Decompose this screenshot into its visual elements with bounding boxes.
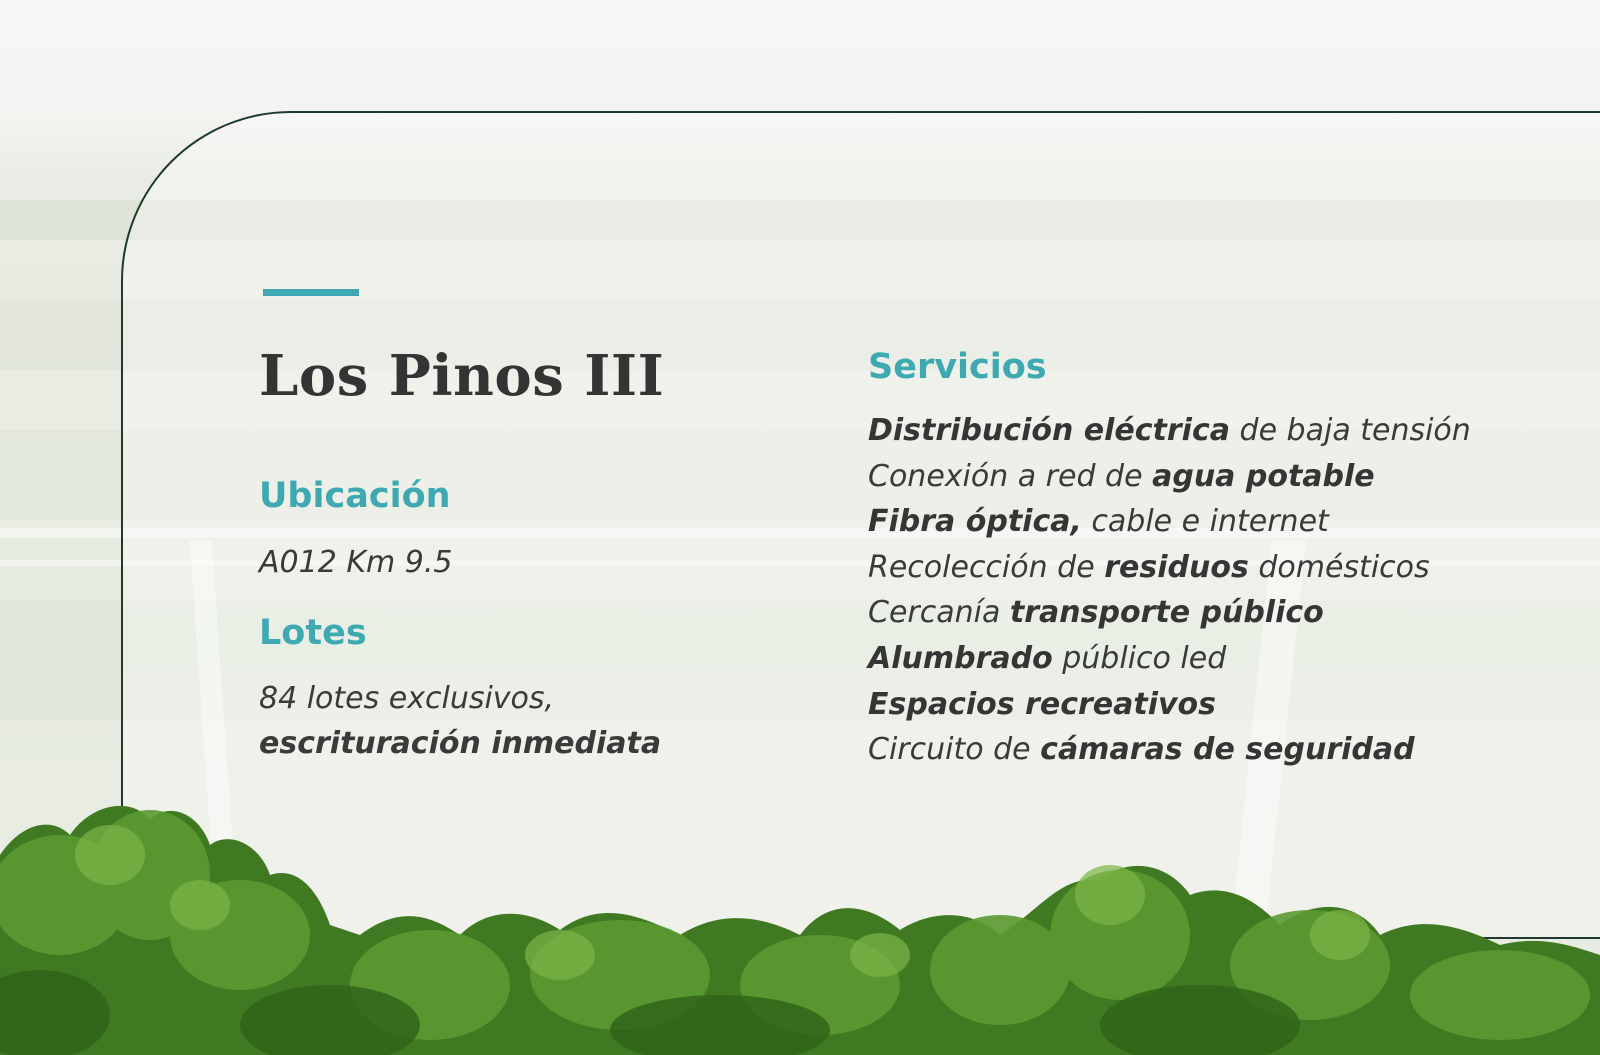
servicio-item: Distribución eléctrica de baja tensión	[868, 413, 1471, 448]
servicio-item: Cercanía transporte público	[868, 595, 1324, 631]
servicio-item: Espacios recreativos	[868, 686, 1217, 722]
lotes-line-1: 84 lotes exclusivos,	[259, 681, 555, 716]
title-accent-line	[263, 289, 359, 296]
servicios-list	[868, 408, 1471, 773]
lotes-line-2: escrituración inmediata	[259, 726, 662, 761]
servicio-item: Fibra óptica, cable e internet	[868, 504, 1329, 540]
servicio-item: Alumbrado público led	[868, 640, 1227, 676]
page-title: Los Pinos III	[259, 343, 665, 409]
servicio-item: Circuito de cámaras de seguridad	[868, 732, 1415, 768]
ubicacion-label: Ubicación	[259, 476, 451, 516]
tree-canopy-foreground	[0, 785, 1600, 1055]
servicio-item: Conexión a red de agua potable	[868, 458, 1375, 494]
lotes-label: Lotes	[259, 613, 367, 653]
servicios-label: Servicios	[868, 347, 1047, 387]
ubicacion-value: A012 Km 9.5	[259, 545, 453, 580]
servicio-item: Recolección de residuos domésticos	[868, 549, 1430, 585]
lotes-value	[259, 676, 661, 766]
